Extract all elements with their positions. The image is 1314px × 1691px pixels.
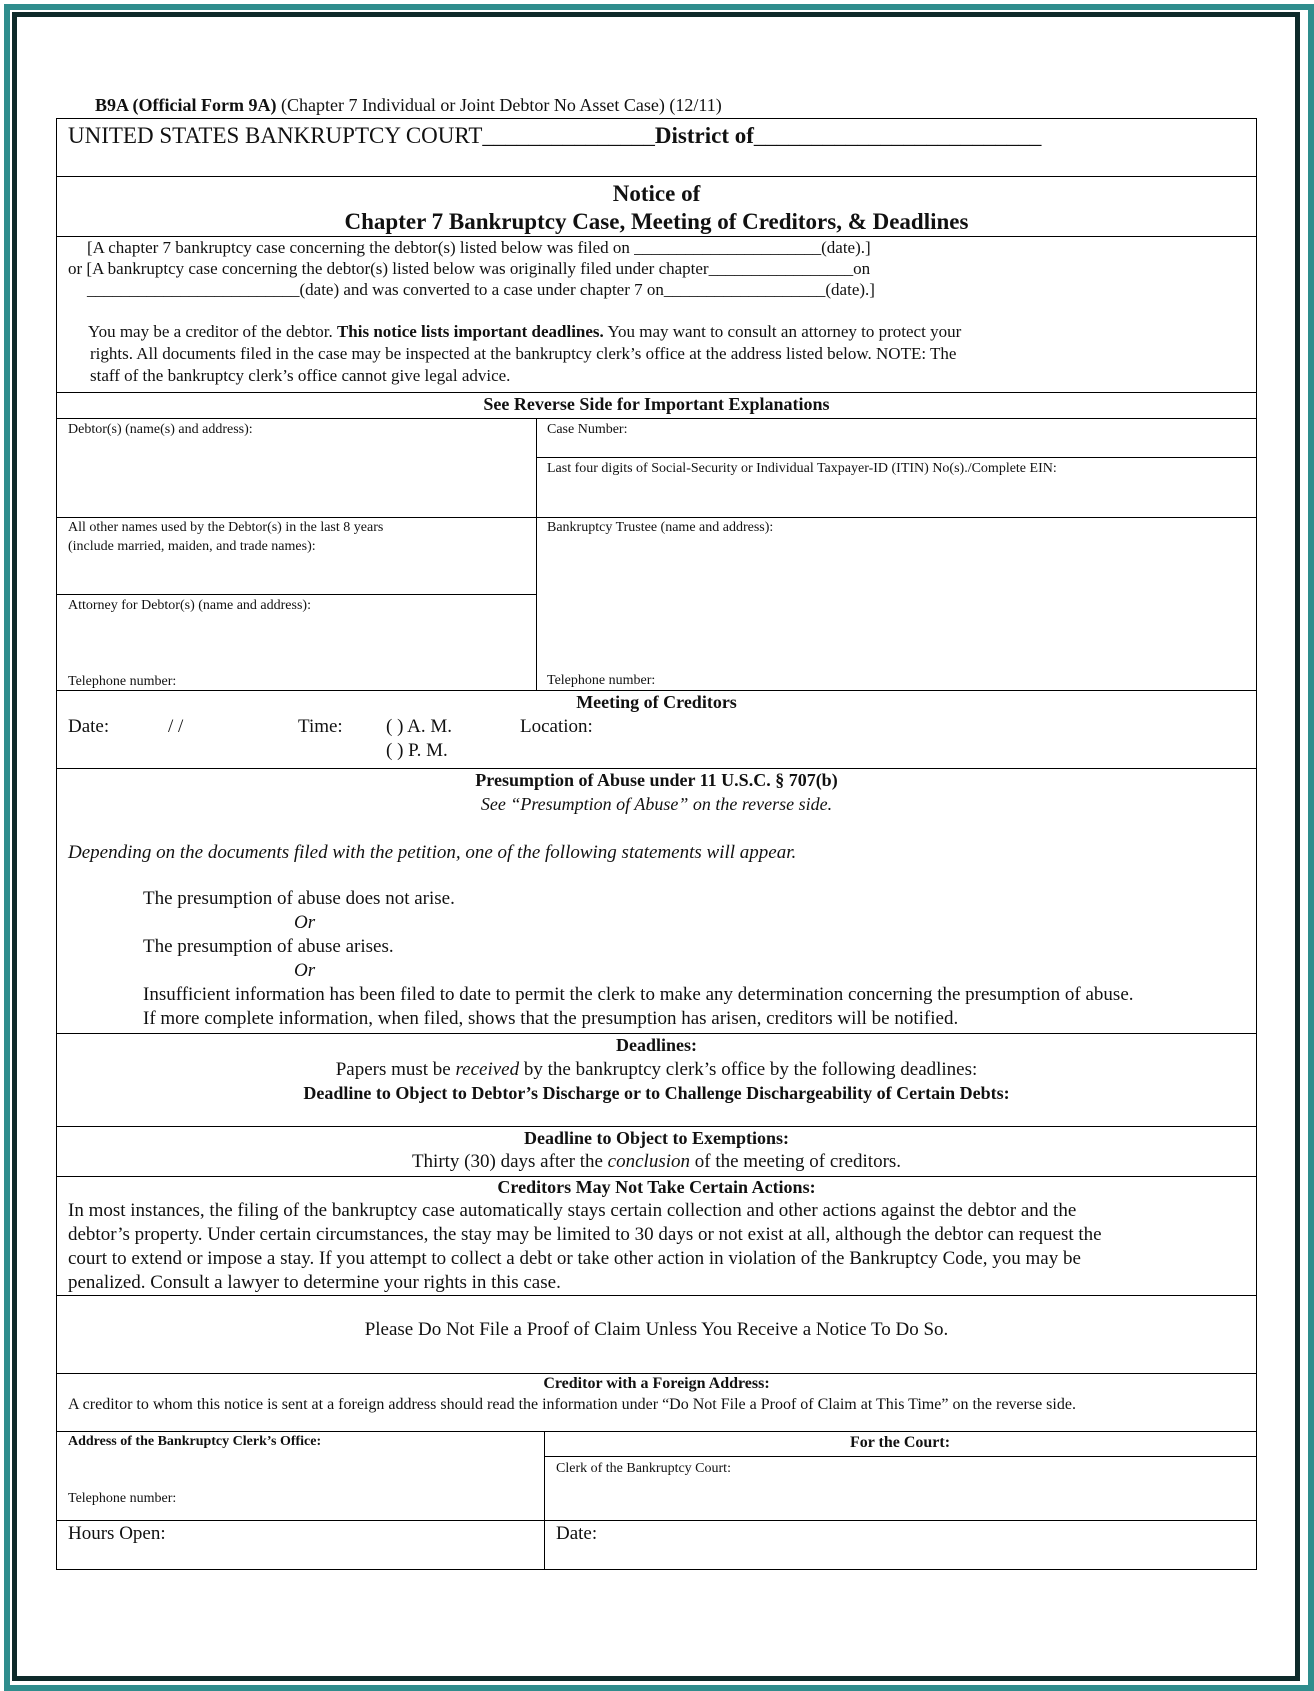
papers-text1: Papers must be bbox=[335, 1059, 451, 1080]
actions-line1: In most instances, the filing of the bankruptcy case automatically stays certain collection and other actions against the debtor and the bbox=[68, 1200, 1077, 1221]
for-court-label: For the Court: bbox=[849, 1434, 951, 1451]
proof-of-claim-notice: Please Do Not File a Proof of Claim Unless You Receive a Notice To Do So. bbox=[364, 1319, 949, 1340]
meeting-heading: Meeting of Creditors bbox=[576, 692, 737, 712]
presumption-or1: Or bbox=[294, 912, 316, 933]
notice-line2: rights. All documents filed in the case may be inspected at the bankruptcy clerk’s office at the address listed below. NOTE: The bbox=[90, 344, 957, 363]
exemptions-text bbox=[57, 1152, 1256, 1173]
actions-line4: penalized. Consult a lawyer to determine your rights in this case. bbox=[68, 1272, 561, 1293]
actions-line3: court to extend or impose a stay. If you attempt to collect a debt or take other action in violation of the Bankruptcy Code, you may be bbox=[68, 1248, 1081, 1269]
hours-open-label: Hours Open: bbox=[68, 1523, 166, 1544]
presumption-option3b: If more complete information, when filed, shows that the presumption has arisen, creditors will be notified. bbox=[143, 1008, 959, 1029]
presumption-option3: Insufficient information has been filed to date to permit the clerk to make any determination concerning the presumption of abuse. bbox=[143, 984, 1134, 1005]
divider bbox=[544, 1456, 1256, 1457]
court-name: UNITED STATES BANKRUPTCY COURT_______________ bbox=[68, 123, 655, 148]
foreign-text: A creditor to whom this notice is sent at a foreign address should read the information under “Do Not File a Proof of Claim at This Time” on the reverse side. bbox=[68, 1396, 1076, 1413]
divider bbox=[57, 1295, 1256, 1296]
exemptions-text2: of the meeting of creditors. bbox=[694, 1151, 902, 1172]
filing-line2: or [A bankruptcy case concerning the debtor(s) listed below was originally filed under chapter_________________on bbox=[68, 259, 871, 278]
divider bbox=[536, 457, 1256, 458]
notice-part1: You may be a creditor of the debtor. bbox=[88, 322, 333, 341]
exemptions-heading: Deadline to Object to Exemptions: bbox=[524, 1128, 789, 1148]
clerk-telephone-label: Telephone number: bbox=[68, 1491, 177, 1506]
foreign-heading: Creditor with a Foreign Address: bbox=[543, 1375, 770, 1392]
divider bbox=[57, 1033, 1256, 1034]
date-label: Date: bbox=[556, 1523, 598, 1544]
actions-line2: debtor’s property. Under certain circumstances, the stay may be limited to 30 days or not exist at all, although the debtor can request the bbox=[68, 1224, 1102, 1245]
notice-line1 bbox=[88, 323, 961, 342]
presumption-depending: Depending on the documents filed with the petition, one of the following statements will appear. bbox=[68, 842, 797, 863]
presumption-option2: The presumption of abuse arises. bbox=[143, 936, 394, 957]
filing-line1: [A chapter 7 bankruptcy case concerning the debtor(s) listed below was filed on ______________________(date).] bbox=[87, 238, 871, 257]
exemptions-italic: conclusion bbox=[607, 1151, 690, 1172]
divider bbox=[57, 392, 1256, 393]
exemptions-text1: Thirty (30) days after the bbox=[411, 1151, 603, 1172]
meeting-am: ( ) A. M. bbox=[386, 716, 452, 737]
divider bbox=[57, 176, 1256, 177]
title-line1: Notice of bbox=[612, 181, 701, 206]
district-label: District of bbox=[654, 123, 754, 148]
divider bbox=[57, 690, 1256, 691]
notice-bold: This notice lists important deadlines. bbox=[336, 322, 604, 341]
presumption-heading: Presumption of Abuse under 11 U.S.C. § 707(b) bbox=[475, 770, 838, 790]
divider bbox=[57, 594, 536, 595]
divider bbox=[57, 418, 1256, 419]
divider bbox=[57, 1126, 1256, 1127]
column-divider bbox=[536, 418, 537, 690]
reverse-heading: See Reverse Side for Important Explanations bbox=[483, 394, 830, 414]
district-line: _________________________ bbox=[753, 123, 1042, 148]
presumption-see: See “Presumption of Abuse” on the reverse side. bbox=[480, 794, 833, 814]
title-line2: Chapter 7 Bankruptcy Case, Meeting of Creditors, & Deadlines bbox=[344, 209, 969, 234]
court-header bbox=[68, 123, 1041, 148]
divider bbox=[57, 1373, 1256, 1374]
form-id-bold: B9A (Official Form 9A) bbox=[95, 95, 277, 115]
clerk-address-label: Address of the Bankruptcy Clerk’s Office: bbox=[68, 1434, 322, 1449]
meeting-date-label: Date: bbox=[68, 716, 110, 737]
filing-line3: _________________________(date) and was converted to a case under chapter 7 on___________________(date).] bbox=[87, 280, 875, 299]
attorney-label: Attorney for Debtor(s) (name and address): bbox=[68, 598, 311, 613]
attorney-telephone-label: Telephone number: bbox=[68, 674, 177, 689]
divider bbox=[57, 236, 1256, 237]
presumption-or2: Or bbox=[294, 960, 316, 981]
clerk-of-court-label: Clerk of the Bankruptcy Court: bbox=[556, 1461, 731, 1476]
presumption-option1: The presumption of abuse does not arise. bbox=[143, 888, 455, 909]
actions-heading: Creditors May Not Take Certain Actions: bbox=[497, 1177, 816, 1197]
meeting-date-slashes: / / bbox=[168, 716, 184, 737]
papers-text2: by the bankruptcy clerk’s office by the following deadlines: bbox=[523, 1059, 978, 1080]
case-number-label: Case Number: bbox=[547, 422, 628, 437]
meeting-time-label: Time: bbox=[298, 716, 343, 737]
column-divider bbox=[544, 1431, 545, 1569]
form-id bbox=[95, 96, 722, 116]
deadlines-heading: Deadlines: bbox=[616, 1035, 697, 1055]
notice-part2: You may want to consult an attorney to protect your bbox=[607, 322, 962, 341]
other-names-label2: (include married, maiden, and trade names): bbox=[68, 539, 316, 554]
divider bbox=[57, 1520, 1256, 1521]
divider bbox=[57, 1431, 1256, 1432]
debtors-label: Debtor(s) (name(s) and address): bbox=[68, 422, 253, 437]
form-id-rest: (Chapter 7 Individual or Joint Debtor No Asset Case) (12/11) bbox=[280, 95, 722, 115]
divider bbox=[57, 768, 1256, 769]
meeting-location-label: Location: bbox=[520, 716, 593, 737]
divider bbox=[57, 517, 1256, 518]
deadline-discharge: Deadline to Object to Debtor’s Discharge or to Challenge Dischargeability of Certain Debts: bbox=[303, 1083, 1010, 1103]
notice-form bbox=[56, 118, 1257, 1570]
trustee-telephone-label: Telephone number: bbox=[547, 673, 656, 688]
deadlines-papers bbox=[57, 1060, 1256, 1081]
notice-line3: staff of the bankruptcy clerk’s office cannot give legal advice. bbox=[90, 366, 511, 385]
other-names-label1: All other names used by the Debtor(s) in the last 8 years bbox=[68, 520, 384, 535]
trustee-label: Bankruptcy Trustee (name and address): bbox=[547, 520, 774, 535]
papers-italic: received bbox=[455, 1059, 520, 1080]
meeting-pm: ( ) P. M. bbox=[386, 740, 448, 761]
ssn-label: Last four digits of Social-Security or Individual Taxpayer-ID (ITIN) No(s)./Complete EIN: bbox=[547, 461, 1057, 476]
